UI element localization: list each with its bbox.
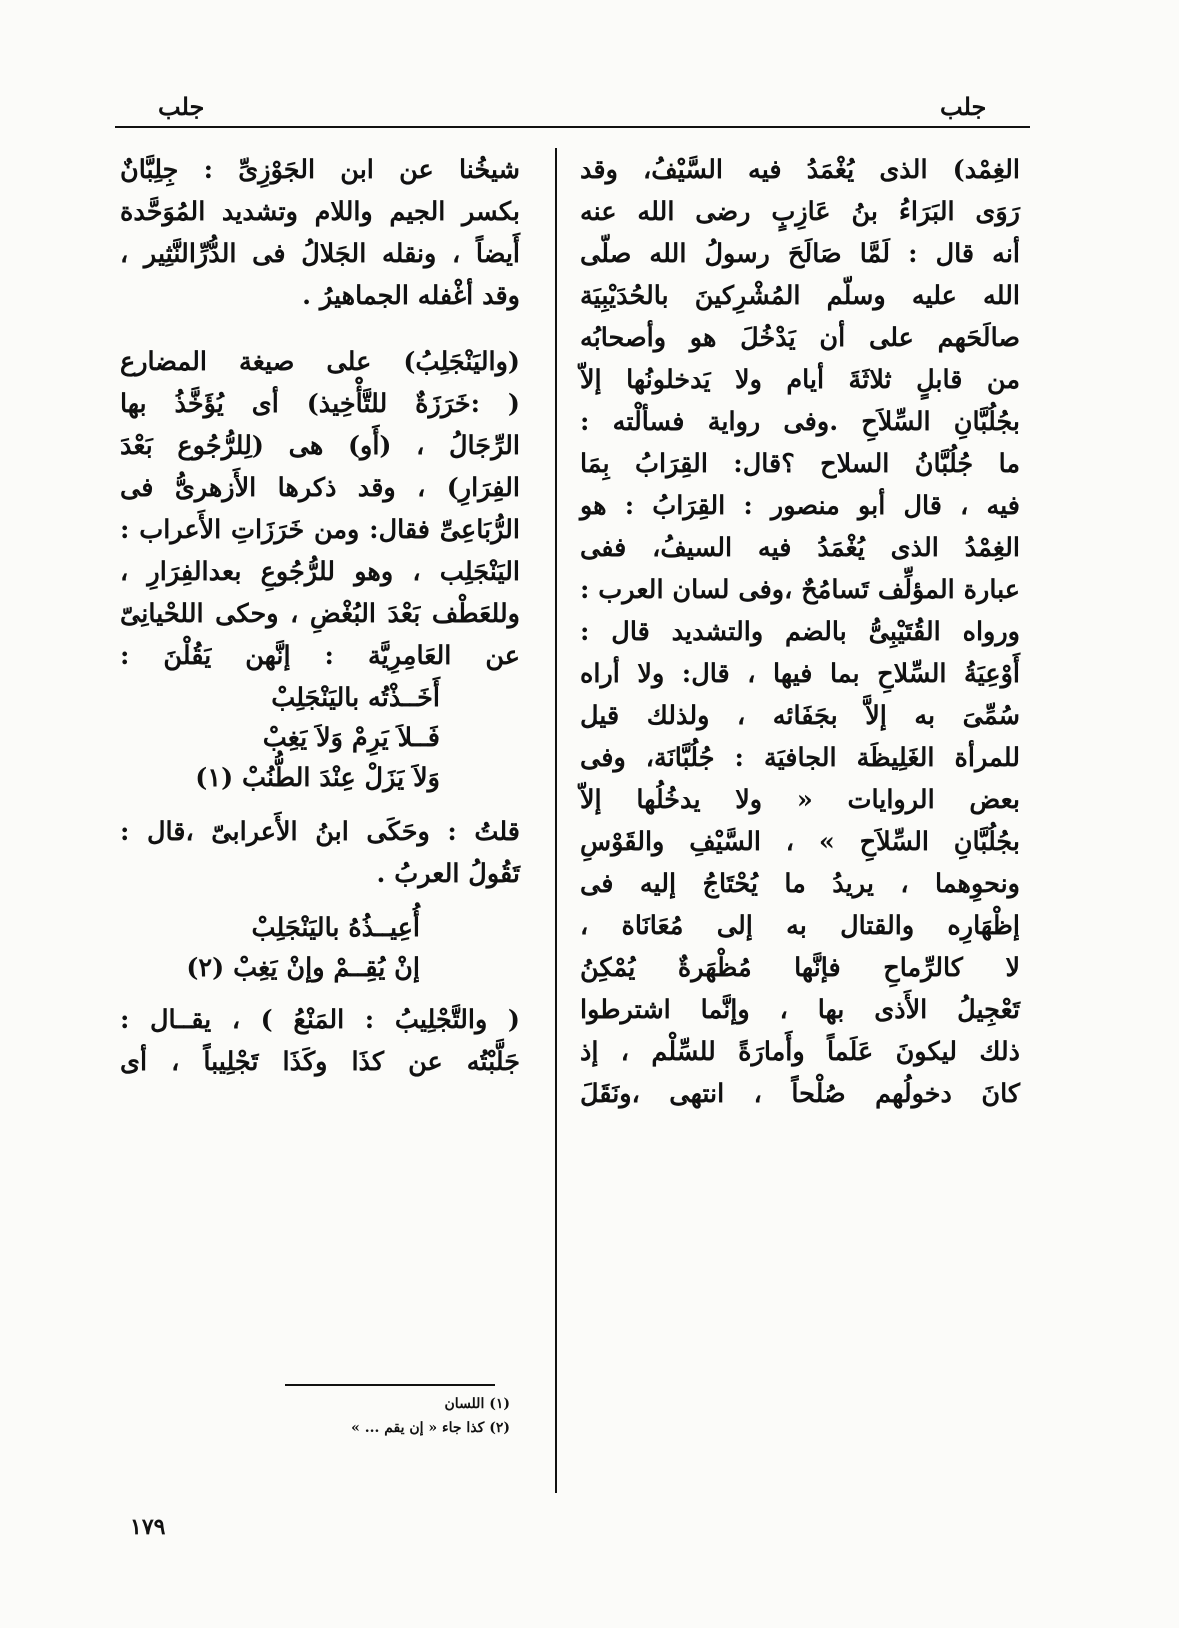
text-line: من قابلٍ ثلاثَةَ أيام ولا يَدخلونُها إلاّ xyxy=(580,365,1020,395)
text-line: عبارة المؤلِّف تَسامُحٌ ،وفى لسان العرب : xyxy=(580,575,1020,605)
text-line: شيخُنا عن ابن الجَوْزِىِّ : جِلِبَّانٌ xyxy=(120,155,520,185)
running-header-left: جلب xyxy=(158,92,205,121)
footnotes xyxy=(230,1392,510,1440)
text-line: كانَ دخولُهم صُلْحاً ، انتهى ،ونَقَلَ xyxy=(580,1079,1020,1109)
text-line: الرِّجَالُ ، (أَو) هى (لِلرُّجُوع بَعْدَ xyxy=(120,431,520,461)
footnote: (٢) كذا جاء « إن يقم ... » xyxy=(351,1420,510,1436)
text-line: رَوَى البَرَاءُ بنُ عَازِبٍ رضى الله عنه xyxy=(580,197,1020,227)
text-line-last: تَقُولُ العربُ . xyxy=(376,859,520,889)
footnote-rule xyxy=(285,1384,495,1386)
text-line: بجُلُبَّانِ السِّلاَحِ » ، السَّيْفِ والقَوْسِ xyxy=(580,827,1020,857)
text-line: الرُّبَاعِىِّ فقال: ومن خَرَزَاتِ الأَعراب : xyxy=(120,515,520,545)
text-line: ما جُلُبَّانُ السلاح ؟قال: القِرَابُ بِمَا xyxy=(580,449,1020,479)
text-line: (واليَنْجَلِبُ) على صيغة المضارع xyxy=(120,347,520,377)
text-line: ورواه القُتَيْبِىُّ بالضم والتشديد قال : xyxy=(580,617,1020,647)
text-line: سُمِّىَ به إلاَّ بجَفَائه ، ولذلك قيل xyxy=(580,701,1020,731)
text-line: قلتُ : وحَكَى ابنُ الأَعرابىّ ،قال : xyxy=(120,817,520,847)
text-line: أنه قال : لَمَّا صَالَحَ رسولُ الله صلّى xyxy=(580,239,1020,269)
running-header-right: جلب xyxy=(940,92,987,121)
text-line: الغِمْدُ الذى يُغْمَدُ فيه السيفُ، ففى xyxy=(580,533,1020,563)
text-line: ذلك ليكونَ عَلَماً وأَمارَةً للسِّلْم ، إذ xyxy=(580,1037,1020,1067)
text-line: ونحوِهما ، يريدُ ما يُحْتَاجُ إليه فى xyxy=(580,869,1020,899)
text-line: جَلَّبْتُه عن كذَا وكَذَا تَجْلِيباً ، أى xyxy=(120,1047,520,1077)
text-line: أَوْعِيَةُ السِّلاحِ بما فيها ، قال: ولا أراه xyxy=(580,659,1020,689)
text-line: الغِمْد) الذى يُغْمَدُ فيه السَّيْفُ، وقد xyxy=(580,155,1020,185)
text-line: وللعَطْف بَعْدَ البُغْضِ ، وحكى اللحْيانِىّ xyxy=(120,599,520,629)
header-rule xyxy=(115,126,1030,128)
footnote: (١) اللسان xyxy=(444,1396,510,1412)
verse-line: فَــلاَ يَرِمْ وَلاَ يَغِبْ xyxy=(262,723,440,753)
text-line: صالَحَهم على أن يَدْخُلَ هو وأصحابُه xyxy=(580,323,1020,353)
page-number: ١٧٩ xyxy=(130,1514,166,1540)
text-line: بجُلُبَّانِ السِّلاَحِ .وفى رواية فسألْته : xyxy=(580,407,1020,437)
right-column xyxy=(580,150,1020,1116)
verse-line: أَخَــذْتُه باليَنْجَلِبْ xyxy=(271,683,440,713)
text-line: بكسر الجيم واللام وتشديد المُوَحَّدة xyxy=(120,197,520,227)
text-line: بعض الروايات « ولا يدخُلُها إلاّ xyxy=(580,785,1020,815)
text-line: اليَنْجَلِب ، وهو للرُّجُوعِ بعدالفِرَارِ ، xyxy=(120,557,520,587)
verse-line: أُعِيــذُهُ باليَنْجَلِبْ xyxy=(251,913,420,943)
text-line: لا كالرِّماحِ فإنَّها مُظْهَرةٌ يُمْكِنُ xyxy=(580,953,1020,983)
left-column xyxy=(120,150,520,1084)
verse-line: إنْ يُقِــمْ وإنْ يَغِبْ (٢) xyxy=(186,953,420,983)
text-line: الله عليه وسلّم المُشْرِكينَ بالحُدَيْبِيَة xyxy=(580,281,1020,311)
text-line: فيه ، قال أبو منصور : القِرَابُ : هو xyxy=(580,491,1020,521)
text-line: ( والتَّجْلِيبُ : المَنْعُ ) ، يقــال : xyxy=(120,1005,520,1035)
text-line: إظْهَارِه والقتال به إلى مُعَانَاة ، xyxy=(580,911,1020,941)
text-line: ( :خَرَزَةٌ للتَّأْخِيذ) أى يُؤَخَّذُ بها xyxy=(120,389,520,419)
verse-line: وَلاَ يَزَلْ عِنْدَ الطُّنُبْ (١) xyxy=(195,763,440,793)
text-line: أَيضاً ، ونقله الجَلالُ فى الدُّرِّالنَّثِير ، xyxy=(120,239,520,269)
text-line: عن العَامِرِيَّة : إنَّهن يَقُلْنَ : xyxy=(120,641,520,671)
text-line-last: وقد أغْفله الجماهيرُ . xyxy=(302,281,520,311)
column-divider xyxy=(555,148,557,1493)
text-line: الفِرَارِ) ، وقد ذكرها الأَزهرىُّ فى xyxy=(120,473,520,503)
text-line: تَعْجِيلُ الأَذى بها ، وإنَّما اشترطوا xyxy=(580,995,1020,1025)
text-line: للمرأة الغَلِيظَة الجافيَة : جُلُبَّانَة، وفى xyxy=(580,743,1020,773)
